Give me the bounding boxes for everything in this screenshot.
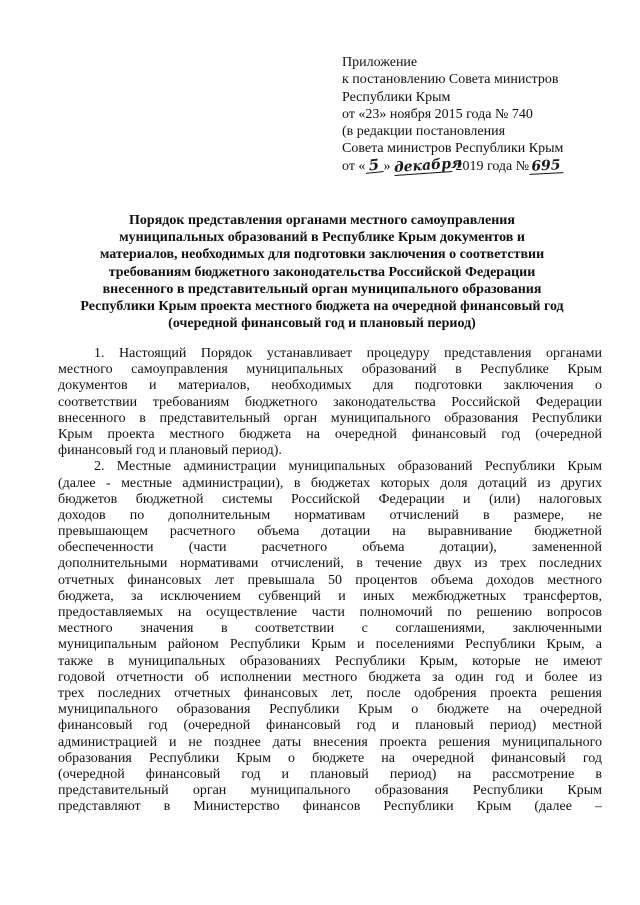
date-year: 2019 года № [455,158,530,174]
title-line: Порядок представления органами местного самоуправления [129,213,515,228]
text-line: муниципального образования Республики Крым о бюджете на очередной [58,702,602,718]
appendix-date-line [342,155,602,176]
date-quote: » [383,158,391,174]
text-line: доходов по дополнительным нормативам отчислений в размере, не [58,507,602,523]
date-prefix: от « [342,158,366,174]
text-line: представительный орган муниципального образования Республики Крым [58,783,602,799]
text-line: образования Республики Крым о бюджете на очередной финансовый год [58,750,602,766]
text-line: местного значения в соответствии с соглашениями, заключенными [58,621,602,637]
handwritten-number: 695 [529,158,564,175]
title-line: Республики Крым проекта местного бюджета на очередной финансовый год [80,299,564,315]
paragraph-2 [58,459,602,815]
handwritten-month: декабря [393,155,463,176]
title-line: внесенного в представительный орган муниципального образования [102,281,542,297]
text-line: 2. Местные администрации муниципальных образований Республики Крым [94,459,602,475]
appendix-line: Совета министров Республики Крым [342,141,564,157]
text-line: бюджетов бюджетной системы Российской Федерации и (или) налоговых [58,491,602,507]
text-line: местного самоуправления муниципальных образований в Республике Крым [58,362,602,378]
title-line: (очередной финансовый год и плановый период) [168,316,476,332]
text-line: представляют в Министерство финансов Республики Крым (далее – [58,799,602,815]
text-line: трех последних отчетных финансовых лет, после одобрения проекта решения [58,685,602,701]
text-line: годовой отчетности об исполнении местного бюджета за один год и более из [58,669,602,685]
appendix-line: Приложение [342,55,418,70]
appendix-header [342,54,602,175]
text-line: финансовый год (очередной финансовый год и плановый период) местной [58,718,602,734]
text-line: (далее - местные администрации), в бюджетах которых доля дотаций из других [58,475,602,491]
text-line: администрацией и не позднее даты внесения проекта решения муниципального [58,734,602,750]
text-line: соответствии требованиям бюджетного законодательства Российской Федерации [58,394,602,410]
text-line: финансовый год и плановый период). [58,443,282,459]
text-line: обеспеченности (части расчетного объема дотации), замененной [58,540,602,556]
title-line: материалов, необходимых для подготовки заключения о соответствии [99,247,545,263]
text-line: документов и материалов, необходимых для подготовки заключения о [58,378,602,394]
appendix-line: к постановлению Совета министров [342,72,559,88]
text-line: превышающем расчетного объема дотации на выравнивание бюджетной [58,524,602,540]
paragraph-1 [58,346,602,459]
text-line: Крым проекта местного бюджета на очередной финансовый год (очередной [58,426,602,442]
text-line: дополнительными нормативами отчислений, в течение двух из трех последних [58,556,602,572]
text-line: (очередной финансовый год и плановый период) на рассмотрение в [58,766,602,782]
appendix-line: (в редакции постановления [342,124,506,140]
text-line: также в муниципальных образованиях Республики Крым, которые не имеют [58,653,602,669]
text-line: внесенного в представительный орган муниципального образования Республики [58,410,602,426]
title-line: требованиям бюджетного законодательства Российской Федерации [108,264,536,280]
text-line: отчетных финансовых лет превышала 50 процентов объема доходов местного [58,572,602,588]
appendix-line: от «23» ноября 2015 года № 740 [342,106,533,122]
text-line: 1. Настоящий Порядок устанавливает процедуру представления органами [94,346,602,361]
document-body [58,346,602,815]
appendix-line: Республики Крым [342,89,451,105]
text-line: предоставляемых на осуществление части полномочий по решению вопросов [58,605,602,620]
text-line: муниципальным районом Республики Крым и поселениями Республики Крым, а [58,637,602,653]
handwritten-day: 5 [365,157,384,174]
text-line: бюджета, за исключением субвенций и иных межбюджетных трансфертов, [58,588,602,604]
title-line: муниципальных образований в Республике Крым документов и [119,230,525,246]
document-title [40,212,604,332]
